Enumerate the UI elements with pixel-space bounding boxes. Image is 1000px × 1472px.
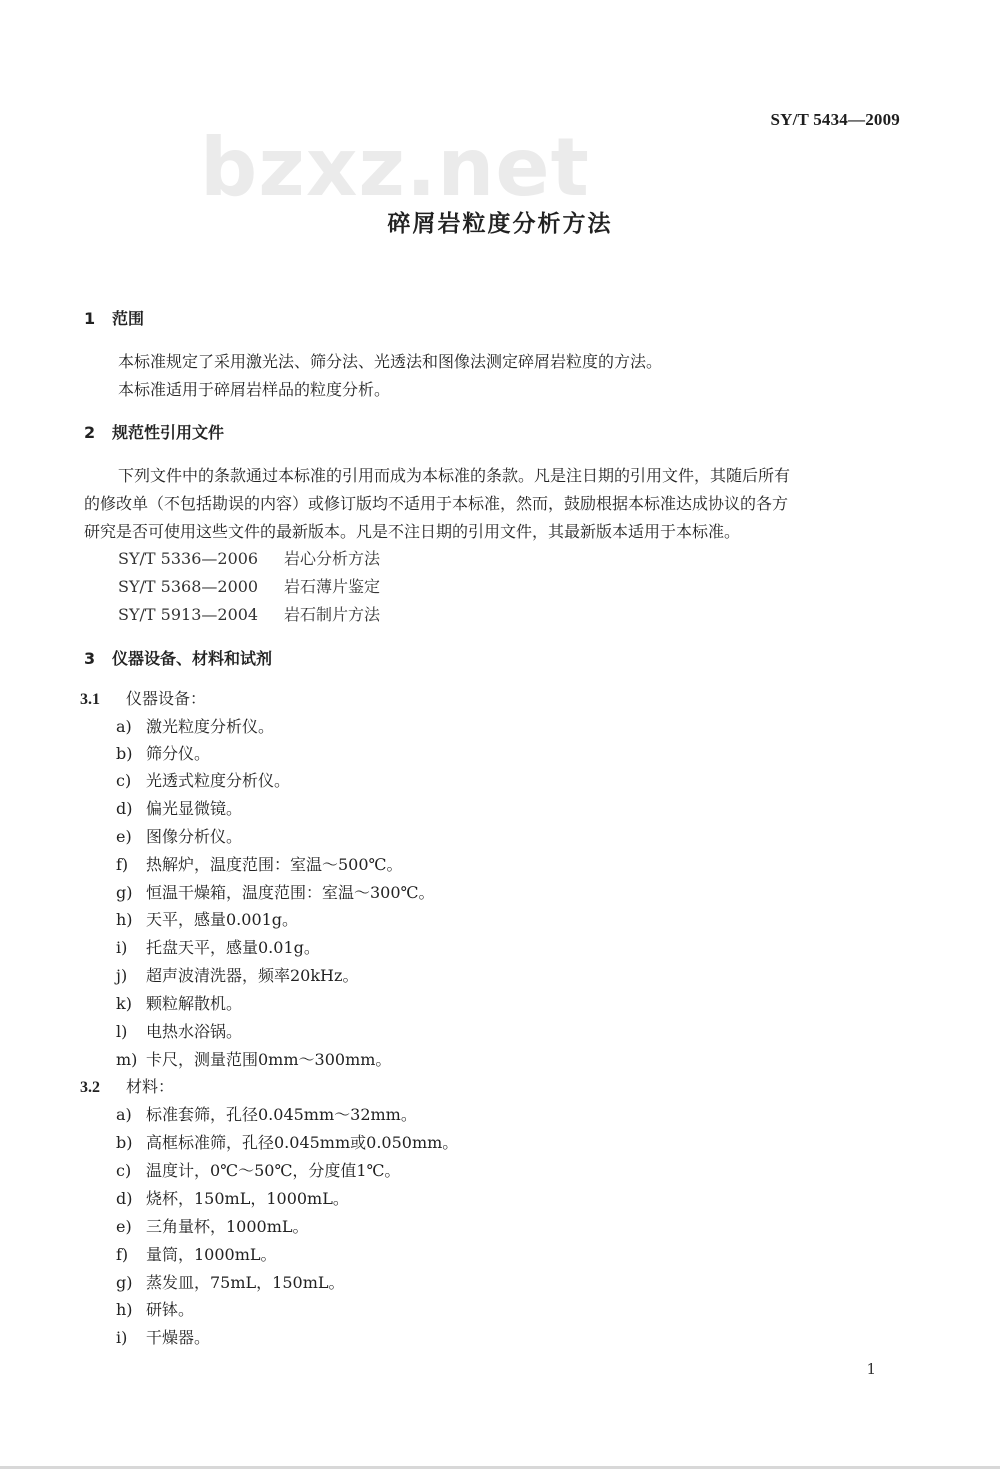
section-1-heading	[84, 306, 144, 329]
item-text: 研钵。	[146, 1300, 195, 1319]
subsection-number: 3.2	[80, 1079, 100, 1096]
item-marker: i)	[116, 1328, 128, 1347]
page-bottom-edge	[0, 1466, 1000, 1469]
section-title: 仪器设备、材料和试剂	[112, 649, 273, 668]
section-2-heading	[84, 420, 224, 443]
paragraph: 本标准规定了采用激光法、筛分法、光透法和图像法测定碎屑岩粒度的方法。	[118, 352, 663, 371]
item-marker: g)	[116, 883, 133, 902]
reference-row	[118, 546, 380, 569]
list-item	[116, 1047, 391, 1070]
item-marker: e)	[116, 1217, 132, 1236]
item-marker: k)	[116, 994, 132, 1013]
paragraph-line: 研究是否可使用这些文件的最新版本。凡是不注日期的引用文件，其最新版本适用于本标准。	[84, 522, 741, 541]
item-text: 标准套筛，孔径0.045mm～32mm。	[146, 1105, 417, 1124]
item-marker: d)	[116, 799, 133, 818]
item-text: 图像分析仪。	[146, 827, 243, 846]
section-title: 范围	[112, 309, 145, 328]
paragraph: 本标准适用于碎屑岩样品的粒度分析。	[118, 380, 391, 399]
list-item	[116, 1297, 194, 1320]
item-marker: i)	[116, 938, 128, 957]
section-number: 1	[84, 309, 96, 328]
item-text: 超声波清洗器，频率20kHz。	[146, 966, 359, 985]
item-text: 热解炉，温度范围：室温～500℃。	[146, 855, 403, 874]
list-item	[116, 880, 434, 903]
subsection-number: 3.1	[80, 691, 100, 708]
reference-row	[118, 574, 380, 597]
standard-code: SY/T 5434—2009	[770, 110, 900, 129]
paragraph-line: 的修改单（不包括勘误的内容）或修订版均不适用于本标准，然而，鼓励根据本标准达成协议的各方	[84, 494, 789, 513]
item-text: 恒温干燥箱，温度范围：室温～300℃。	[146, 883, 435, 902]
section-title: 规范性引用文件	[112, 423, 225, 442]
item-marker: f)	[116, 855, 129, 874]
reference-name: 岩石薄片鉴定	[284, 577, 381, 596]
item-text: 电热水浴锅。	[146, 1022, 243, 1041]
item-text: 烧杯，150mL，1000mL。	[146, 1189, 349, 1208]
list-item	[116, 1325, 210, 1348]
list-item	[116, 991, 242, 1014]
item-text: 激光粒度分析仪。	[146, 717, 275, 736]
item-marker: j)	[116, 966, 128, 985]
reference-name: 岩石制片方法	[284, 605, 381, 624]
list-item	[116, 1214, 309, 1237]
item-text: 干燥器。	[146, 1328, 211, 1347]
list-item	[116, 1186, 349, 1209]
item-marker: m)	[116, 1050, 138, 1069]
item-marker: d)	[116, 1189, 133, 1208]
item-marker: b)	[116, 744, 133, 763]
reference-row	[118, 602, 380, 625]
page-number: 1	[866, 1360, 876, 1378]
item-text: 筛分仪。	[146, 744, 211, 763]
list-item	[116, 741, 210, 764]
subsection-title: 仪器设备：	[126, 689, 207, 708]
item-marker: c)	[116, 771, 132, 790]
item-text: 托盘天平，感量0.01g。	[146, 938, 320, 957]
subsection-3-1-heading	[80, 686, 206, 709]
item-marker: l)	[116, 1022, 128, 1041]
item-marker: g)	[116, 1273, 133, 1292]
item-text: 高框标准筛，孔径0.045mm或0.050mm。	[146, 1133, 459, 1152]
paragraph-line: 下列文件中的条款通过本标准的引用而成为本标准的条款。凡是注日期的引用文件，其随后所有	[118, 466, 791, 485]
subsection-title: 材料：	[126, 1077, 175, 1096]
reference-code: SY/T 5368—2000	[118, 577, 259, 596]
item-marker: h)	[116, 910, 133, 929]
list-item	[116, 796, 242, 819]
item-text: 温度计，0℃～50℃，分度值1℃。	[146, 1161, 401, 1180]
reference-code: SY/T 5913—2004	[118, 605, 259, 624]
watermark: bzxz.net	[200, 121, 590, 214]
item-text: 量筒，1000mL。	[146, 1245, 277, 1264]
item-marker: e)	[116, 827, 132, 846]
reference-code: SY/T 5336—2006	[118, 549, 259, 568]
item-marker: a)	[116, 1105, 132, 1124]
list-item	[116, 1019, 242, 1042]
subsection-3-2-heading	[80, 1074, 174, 1097]
item-marker: f)	[116, 1245, 129, 1264]
list-item	[116, 907, 298, 930]
list-item	[116, 1102, 417, 1125]
item-text: 偏光显微镜。	[146, 799, 243, 818]
item-text: 卡尺，测量范围0mm～300mm。	[146, 1050, 392, 1069]
item-marker: b)	[116, 1133, 133, 1152]
item-marker: a)	[116, 717, 132, 736]
section-3-heading	[84, 646, 272, 669]
reference-name: 岩心分析方法	[284, 549, 381, 568]
section-number: 2	[84, 423, 96, 442]
list-item	[116, 1158, 400, 1181]
list-item	[116, 768, 290, 791]
list-item	[116, 935, 320, 958]
section-number: 3	[84, 649, 96, 668]
item-text: 光透式粒度分析仪。	[146, 771, 291, 790]
item-marker: c)	[116, 1161, 132, 1180]
page-title: 碎屑岩粒度分析方法	[387, 211, 613, 237]
list-item	[116, 714, 274, 737]
item-text: 颗粒解散机。	[146, 994, 243, 1013]
list-item	[116, 1270, 345, 1293]
item-text: 天平，感量0.001g。	[146, 910, 299, 929]
list-item	[116, 824, 242, 847]
list-item	[116, 1130, 458, 1153]
list-item	[116, 963, 358, 986]
item-marker: h)	[116, 1300, 133, 1319]
list-item	[116, 1242, 277, 1265]
list-item	[116, 852, 402, 875]
item-text: 三角量杯，1000mL。	[146, 1217, 309, 1236]
item-text: 蒸发皿，75mL，150mL。	[146, 1273, 345, 1292]
